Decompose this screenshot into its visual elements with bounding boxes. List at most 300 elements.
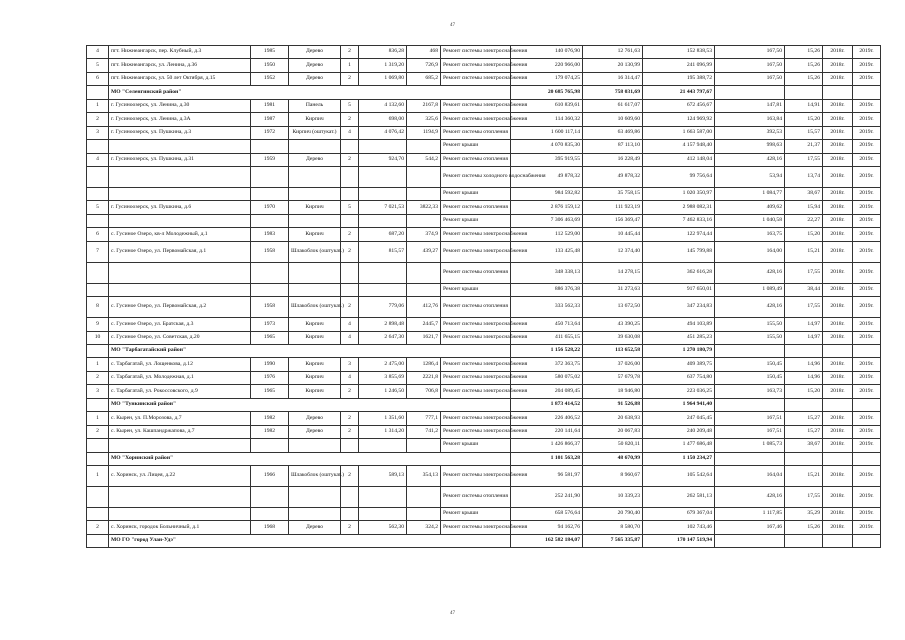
cell-floors: 2 [341, 46, 359, 59]
cell-empty [87, 486, 109, 507]
cell-empty [407, 166, 441, 187]
cell-year-start: 2018г. [823, 214, 853, 227]
cell-year-end: 2019г. [853, 425, 881, 438]
cell-number: 1 [87, 99, 109, 112]
cell-limit-cost: 17,55 [785, 262, 823, 283]
cell-living-area: 324,2 [407, 521, 441, 534]
cell-total-area: 836,28 [359, 46, 407, 59]
cell-work-type: Ремонт системы электроснабжения [441, 46, 511, 59]
cell-year-built: 1982 [251, 412, 289, 425]
cell-own-funds: 18 946,80 [583, 385, 643, 398]
district-total-row [87, 345, 881, 358]
building-row [87, 465, 881, 486]
cell-limit-cost: 17,55 [785, 297, 823, 318]
cell-total-area: 1 314,20 [359, 425, 407, 438]
cell-wall-material: Дерево [289, 425, 341, 438]
cell-number: 10 [87, 331, 109, 344]
cell-limit-cost: 15,26 [785, 521, 823, 534]
cell-total-cost: 1 101 563,28 [511, 452, 583, 465]
cell-limit-cost: 15,26 [785, 72, 823, 85]
cell-sum: 917 650,01 [643, 283, 715, 296]
cell-unit-cost: 1 040,58 [715, 214, 785, 227]
cell-total-cost: 112 529,00 [511, 228, 583, 241]
cell-total-cost: 162 582 184,07 [511, 534, 583, 547]
cell-address: с. Тарбагатай, ул. Рокоссовского, д.9 [109, 385, 251, 398]
cell-year-start: 2018г. [823, 439, 853, 452]
cell-living-area: 544,2 [407, 153, 441, 166]
cell-total-area: 2 898,48 [359, 318, 407, 331]
cell-work-type: Ремонт системы электроснабжения [441, 72, 511, 85]
cell-limit-cost: 35,29 [785, 507, 823, 520]
cell-sum: 170 147 519,94 [643, 534, 715, 547]
building-row [87, 241, 881, 262]
cell-year-end: 2019г. [853, 412, 881, 425]
cell-empty [359, 486, 407, 507]
cell-own-funds: 12 761,63 [583, 46, 643, 59]
building-row [87, 425, 881, 438]
cell-unit-cost: 998,63 [715, 140, 785, 153]
cell-total-cost: 411 655,15 [511, 331, 583, 344]
building-row [87, 72, 881, 85]
cell-limit-cost: 15,26 [785, 46, 823, 59]
cell-empty [87, 398, 109, 411]
cell-empty [341, 166, 359, 187]
cell-empty [359, 507, 407, 520]
cell-wall-material: Дерево [289, 521, 341, 534]
building-subwork-row [87, 166, 881, 187]
cell-empty [289, 166, 341, 187]
cell-limit-cost: 38,67 [785, 187, 823, 200]
cell-empty [715, 86, 785, 99]
cell-wall-material: Кирпич [289, 201, 341, 214]
cell-work-type: Ремонт крыши [441, 507, 511, 520]
cell-total-cost: 133 425,48 [511, 241, 583, 262]
cell-limit-cost: 15,27 [785, 412, 823, 425]
cell-limit-cost: 21,37 [785, 140, 823, 153]
cell-empty [289, 439, 341, 452]
cell-address: с. Тарбагатай, ул. Лощенкова, д.12 [109, 358, 251, 371]
cell-empty [407, 439, 441, 452]
cell-own-funds: 113 652,58 [583, 345, 643, 358]
cell-total-cost: 1 873 414,52 [511, 398, 583, 411]
cell-floors: 2 [341, 425, 359, 438]
cell-work-type: Ремонт системы электроснабжения [441, 358, 511, 371]
page-number-bottom: 47 [450, 611, 455, 616]
cell-total-cost: 49 878,32 [511, 166, 583, 187]
cell-address: с. Гусиное Озеро, ул. Советская, д.20 [109, 331, 251, 344]
cell-empty [87, 534, 109, 547]
cell-total-cost: 7 306 463,69 [511, 214, 583, 227]
cell-empty [251, 140, 289, 153]
cell-empty [251, 214, 289, 227]
cell-empty [359, 439, 407, 452]
cell-own-funds: 16 314,47 [583, 72, 643, 85]
cell-empty [109, 283, 251, 296]
cell-empty [785, 398, 823, 411]
cell-limit-cost: 15,21 [785, 241, 823, 262]
cell-year-start: 2018г. [823, 331, 853, 344]
cell-empty [109, 187, 251, 200]
cell-total-area: 2 647,30 [359, 331, 407, 344]
cell-sum: 362 616,28 [643, 262, 715, 283]
cell-total-cost: 1 156 528,22 [511, 345, 583, 358]
cell-year-start: 2018г. [823, 358, 853, 371]
cell-year-start: 2018г. [823, 521, 853, 534]
cell-year-end: 2019г. [853, 214, 881, 227]
cell-own-funds: 10 445,44 [583, 228, 643, 241]
cell-year-end: 2019г. [853, 59, 881, 72]
cell-number: 4 [87, 46, 109, 59]
cell-wall-material: Кирпич (оштукат.) [289, 126, 341, 139]
cell-year-start: 2018г. [823, 425, 853, 438]
cell-total-cost: 580 075,02 [511, 371, 583, 384]
cell-unit-cost: 409,62 [715, 201, 785, 214]
cell-year-built: 1972 [251, 126, 289, 139]
cell-sum: 240 209,48 [643, 425, 715, 438]
cell-year-start: 2018г. [823, 486, 853, 507]
district-name: МО "Тункинский район" [109, 398, 511, 411]
cell-empty [289, 262, 341, 283]
cell-wall-material: Кирпич [289, 385, 341, 398]
cell-work-type: Ремонт крыши [441, 283, 511, 296]
cell-sum: 347 234,83 [643, 297, 715, 318]
cell-sum: 122 974,44 [643, 228, 715, 241]
cell-living-area: 468 [407, 46, 441, 59]
cell-work-type: Ремонт системы электроснабжения [441, 99, 511, 112]
cell-limit-cost: 15,21 [785, 465, 823, 486]
cell-sum: 195 388,72 [643, 72, 715, 85]
page-number-top: 47 [450, 23, 455, 28]
cell-year-start: 2018г. [823, 262, 853, 283]
cell-year-start: 2018г. [823, 99, 853, 112]
cell-own-funds: 758 031,69 [583, 86, 643, 99]
cell-floors: 5 [341, 201, 359, 214]
cell-unit-cost: 163,75 [715, 228, 785, 241]
cell-sum: 124 969,92 [643, 113, 715, 126]
cell-unit-cost: 428,16 [715, 262, 785, 283]
cell-empty [109, 507, 251, 520]
cell-work-type: Ремонт системы электроснабжения [441, 59, 511, 72]
cell-address: г. Гусиноозерск, ул. Ленина, д.3А [109, 113, 251, 126]
building-row [87, 318, 881, 331]
cell-total-cost: 4 070 835,30 [511, 140, 583, 153]
cell-limit-cost: 38,44 [785, 283, 823, 296]
cell-year-end: 2019г. [853, 371, 881, 384]
cell-year-built: 1976 [251, 371, 289, 384]
cell-total-area: 562,30 [359, 521, 407, 534]
cell-total-area: 924,70 [359, 153, 407, 166]
cell-work-type: Ремонт системы отопления [441, 201, 511, 214]
cell-sum: 247 045,45 [643, 412, 715, 425]
cell-year-built: 1968 [251, 521, 289, 534]
cell-year-end: 2019г. [853, 166, 881, 187]
cell-address: с. Гусиное Озеро, ул. Первомайская, д.2 [109, 297, 251, 318]
cell-address: с. Кырен, ул. Кашпандржапова, д.7 [109, 425, 251, 438]
cell-own-funds: 87 113,10 [583, 140, 643, 153]
cell-wall-material: Дерево [289, 59, 341, 72]
cell-sum: 672 456,67 [643, 99, 715, 112]
cell-empty [289, 140, 341, 153]
cell-unit-cost: 428,16 [715, 153, 785, 166]
building-row [87, 228, 881, 241]
cell-unit-cost: 428,16 [715, 297, 785, 318]
cell-living-area: 741,2 [407, 425, 441, 438]
cell-living-area: 706,8 [407, 385, 441, 398]
cell-living-area: 1621,7 [407, 331, 441, 344]
cell-total-cost: 96 581,97 [511, 465, 583, 486]
cell-work-type: Ремонт системы отопления [441, 126, 511, 139]
cell-floors: 2 [341, 385, 359, 398]
cell-total-cost: 348 338,13 [511, 262, 583, 283]
cell-year-end: 2019г. [853, 201, 881, 214]
cell-number: 9 [87, 318, 109, 331]
cell-empty [109, 140, 251, 153]
cell-sum: 1 477 686,48 [643, 439, 715, 452]
cell-sum: 262 581,13 [643, 486, 715, 507]
cell-address: г. Гусиноозерск, ул. Пушкина, д.3 [109, 126, 251, 139]
cell-wall-material: Дерево [289, 153, 341, 166]
cell-wall-material: Кирпич [289, 228, 341, 241]
cell-unit-cost: 164,00 [715, 241, 785, 262]
building-subwork-row [87, 187, 881, 200]
cell-year-built: 1987 [251, 113, 289, 126]
cell-year-start: 2018г. [823, 297, 853, 318]
cell-floors: 2 [341, 72, 359, 85]
cell-own-funds: 57 679,78 [583, 371, 643, 384]
cell-empty [407, 262, 441, 283]
cell-total-area: 779,06 [359, 297, 407, 318]
cell-year-start: 2018г. [823, 187, 853, 200]
cell-floors: 1 [341, 59, 359, 72]
cell-empty [251, 166, 289, 187]
cell-total-cost: 140 076,90 [511, 46, 583, 59]
cell-empty [87, 214, 109, 227]
cell-empty [853, 86, 881, 99]
cell-own-funds: 8 960,67 [583, 465, 643, 486]
cell-work-type: Ремонт крыши [441, 187, 511, 200]
cell-year-end: 2019г. [853, 283, 881, 296]
cell-limit-cost: 15,20 [785, 385, 823, 398]
cell-year-end: 2019г. [853, 331, 881, 344]
cell-floors: 2 [341, 113, 359, 126]
cell-unit-cost: 1 117,85 [715, 507, 785, 520]
cell-unit-cost: 167,51 [715, 412, 785, 425]
cell-living-area: 3822,33 [407, 201, 441, 214]
cell-year-end: 2019г. [853, 113, 881, 126]
cell-own-funds: 50 820,11 [583, 439, 643, 452]
cell-sum: 4 157 948,40 [643, 140, 715, 153]
cell-limit-cost: 15,94 [785, 201, 823, 214]
cell-own-funds: 20 130,99 [583, 59, 643, 72]
cell-number: 3 [87, 385, 109, 398]
cell-total-cost: 886 376,38 [511, 283, 583, 296]
cell-wall-material: Дерево [289, 46, 341, 59]
cell-work-type: Ремонт системы электроснабжения [441, 318, 511, 331]
cell-own-funds: 20 790,40 [583, 507, 643, 520]
building-subwork-row [87, 486, 881, 507]
cell-empty [87, 439, 109, 452]
cell-empty [715, 534, 785, 547]
cell-limit-cost: 14,97 [785, 331, 823, 344]
cell-address: с. Гусиное Озеро, ул. Первомайская, д.1 [109, 241, 251, 262]
cell-living-area: 2221,8 [407, 371, 441, 384]
cell-empty [87, 140, 109, 153]
cell-empty [823, 452, 853, 465]
cell-limit-cost: 17,55 [785, 486, 823, 507]
cell-work-type: Ремонт системы электроснабжения [441, 113, 511, 126]
building-row [87, 153, 881, 166]
cell-total-area: 698,00 [359, 113, 407, 126]
cell-sum: 1 270 180,79 [643, 345, 715, 358]
cell-living-area: 374,9 [407, 228, 441, 241]
cell-unit-cost: 150,45 [715, 371, 785, 384]
cell-empty [359, 283, 407, 296]
cell-living-area: 354,13 [407, 465, 441, 486]
cell-own-funds: 12 374,40 [583, 241, 643, 262]
cell-empty [341, 187, 359, 200]
cell-sum: 99 756,64 [643, 166, 715, 187]
cell-year-start: 2018г. [823, 126, 853, 139]
cell-limit-cost: 38,67 [785, 439, 823, 452]
cell-total-cost: 658 576,64 [511, 507, 583, 520]
district-total-row [87, 86, 881, 99]
district-name: МО "Тарбагатайский район" [109, 345, 511, 358]
cell-year-start: 2018г. [823, 241, 853, 262]
cell-year-built: 1958 [251, 241, 289, 262]
cell-unit-cost: 167,50 [715, 72, 785, 85]
cell-sum: 21 443 797,67 [643, 86, 715, 99]
cell-limit-cost: 15,27 [785, 425, 823, 438]
cell-year-built: 1965 [251, 385, 289, 398]
cell-sum: 679 367,04 [643, 507, 715, 520]
cell-empty [785, 86, 823, 99]
cell-sum: 409 389,75 [643, 358, 715, 371]
cell-year-built: 1959 [251, 153, 289, 166]
cell-unit-cost: 167,50 [715, 59, 785, 72]
cell-work-type: Ремонт системы электроснабжения [441, 425, 511, 438]
cell-year-end: 2019г. [853, 385, 881, 398]
cell-work-type: Ремонт системы электроснабжения [441, 371, 511, 384]
cell-total-area: 687,20 [359, 228, 407, 241]
cell-limit-cost: 14,91 [785, 99, 823, 112]
building-row [87, 99, 881, 112]
cell-living-area: 2167,8 [407, 99, 441, 112]
district-name: МО "Селенгинский район" [109, 86, 511, 99]
cell-floors: 2 [341, 153, 359, 166]
cell-empty [251, 187, 289, 200]
cell-year-end: 2019г. [853, 153, 881, 166]
cell-own-funds: 48 670,99 [583, 452, 643, 465]
cell-work-type: Ремонт системы отопления [441, 153, 511, 166]
cell-unit-cost: 1 085,73 [715, 439, 785, 452]
cell-living-area: 2445,7 [407, 318, 441, 331]
cell-number: 1 [87, 358, 109, 371]
cell-empty [823, 534, 853, 547]
cell-number: 4 [87, 153, 109, 166]
building-row [87, 126, 881, 139]
cell-address: с. Хоринск, городок Больничный, д.1 [109, 521, 251, 534]
cell-own-funds: 31 273,63 [583, 283, 643, 296]
cell-total-area: 1 246,50 [359, 385, 407, 398]
cell-own-funds: 14 278,15 [583, 262, 643, 283]
cell-empty [341, 486, 359, 507]
cell-own-funds: 20 067,83 [583, 425, 643, 438]
cell-year-end: 2019г. [853, 72, 881, 85]
cell-limit-cost: 15,26 [785, 59, 823, 72]
cell-own-funds: 37 026,00 [583, 358, 643, 371]
cell-empty [407, 283, 441, 296]
cell-total-area: 1 351,60 [359, 412, 407, 425]
cell-wall-material: Дерево [289, 412, 341, 425]
cell-year-built: 1983 [251, 228, 289, 241]
cell-address: пгт. Нижнеангарск, пер. Клубный, д.3 [109, 46, 251, 59]
cell-number: 1 [87, 412, 109, 425]
cell-total-cost: 20 685 765,98 [511, 86, 583, 99]
cell-number: 3 [87, 126, 109, 139]
cell-total-cost: 226 406,52 [511, 412, 583, 425]
cell-address: с. Гусиное Озеро, кв-л Молодежный, д.1 [109, 228, 251, 241]
cell-total-cost: 1 600 117,14 [511, 126, 583, 139]
cell-wall-material: Кирпич [289, 371, 341, 384]
cell-year-start: 2018г. [823, 59, 853, 72]
cell-living-area: 1194,9 [407, 126, 441, 139]
building-subwork-row [87, 283, 881, 296]
cell-own-funds: 13 672,50 [583, 297, 643, 318]
cell-empty [341, 507, 359, 520]
cell-year-built: 1982 [251, 425, 289, 438]
cell-own-funds: 8 580,70 [583, 521, 643, 534]
cell-sum: 1 964 941,40 [643, 398, 715, 411]
cell-work-type: Ремонт системы электроснабжения [441, 241, 511, 262]
district-total-row [87, 398, 881, 411]
cell-sum: 105 542,64 [643, 465, 715, 486]
cell-address: г. Гусиноозерск, ул. Ленина, д.30 [109, 99, 251, 112]
cell-unit-cost: 164,04 [715, 465, 785, 486]
cell-empty [715, 452, 785, 465]
cell-year-end: 2019г. [853, 187, 881, 200]
cell-year-start: 2018г. [823, 507, 853, 520]
building-row [87, 521, 881, 534]
cell-unit-cost: 147,81 [715, 99, 785, 112]
cell-year-end: 2019г. [853, 262, 881, 283]
cell-year-built: 1966 [251, 465, 289, 486]
cell-total-area: 4 132,60 [359, 99, 407, 112]
cell-empty [341, 439, 359, 452]
cell-empty [853, 452, 881, 465]
cell-total-cost: 2 876 159,12 [511, 201, 583, 214]
cell-living-area: 777,1 [407, 412, 441, 425]
cell-own-funds: 39 630,08 [583, 331, 643, 344]
cell-own-funds: 10 339,23 [583, 486, 643, 507]
cell-work-type: Ремонт системы отопления [441, 297, 511, 318]
cell-living-area: 1286,4 [407, 358, 441, 371]
cell-empty [289, 486, 341, 507]
cell-wall-material: Дерево [289, 72, 341, 85]
cell-total-cost: 220 966,00 [511, 59, 583, 72]
cell-empty [341, 283, 359, 296]
cell-total-cost: 114 360,32 [511, 113, 583, 126]
cell-total-cost: 984 592,82 [511, 187, 583, 200]
cell-number: 1 [87, 465, 109, 486]
cell-wall-material: Шлакоблок (оштукат.) [289, 297, 341, 318]
cell-work-type: Ремонт системы отопления [441, 262, 511, 283]
cell-unit-cost: 167,50 [715, 46, 785, 59]
cell-unit-cost: 150,45 [715, 358, 785, 371]
cell-living-area: 325,6 [407, 113, 441, 126]
cell-empty [715, 398, 785, 411]
cell-year-end: 2019г. [853, 99, 881, 112]
cell-floors: 2 [341, 228, 359, 241]
